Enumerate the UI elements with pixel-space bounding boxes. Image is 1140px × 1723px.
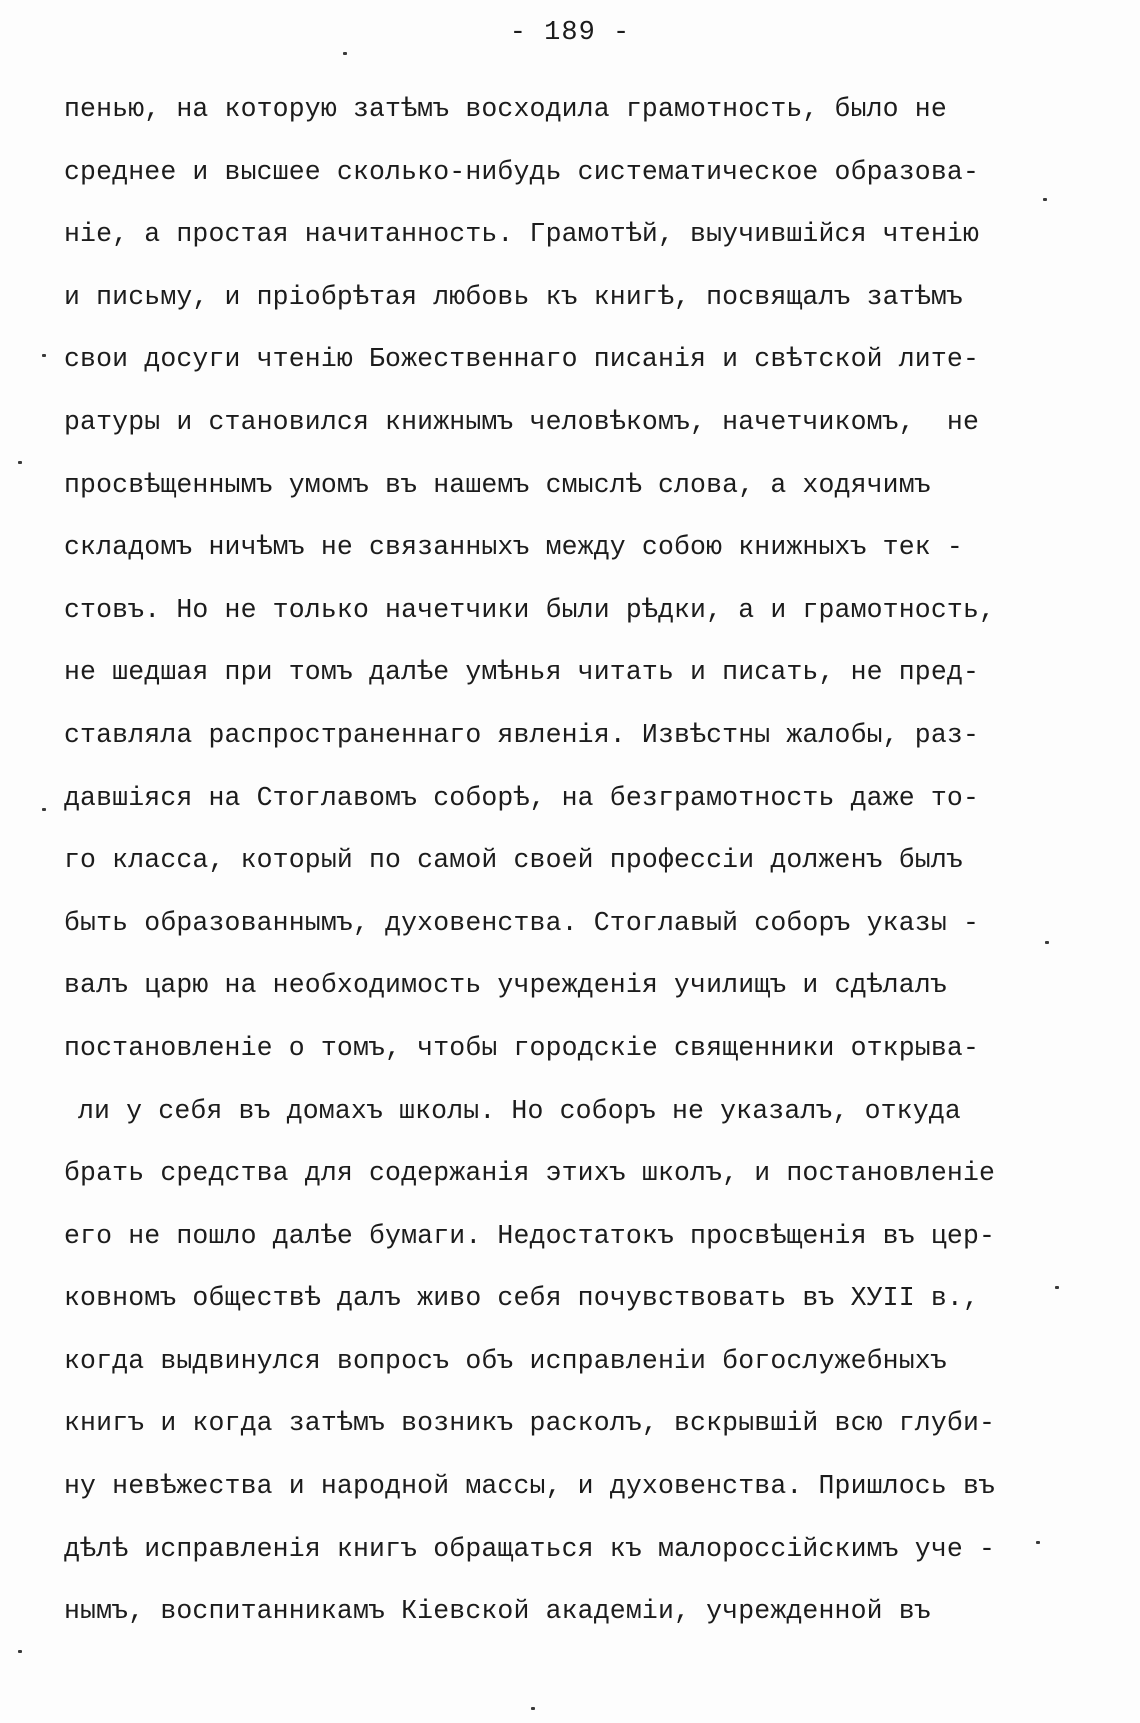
- scan-speck: [18, 461, 22, 464]
- text-line: го класса, который по самой своей профессiи долженъ былъ: [64, 845, 963, 876]
- scan-speck: [1055, 1286, 1059, 1289]
- scan-speck: [531, 1707, 535, 1710]
- text-line: когда выдвинулся вопросъ объ исправленiи богослужебныхъ: [64, 1345, 947, 1376]
- text-line: ратуры и становился книжнымъ человѣкомъ, начетчикомъ, не: [64, 406, 979, 437]
- scan-speck: [1045, 941, 1049, 944]
- text-line: стовъ. Но не только начетчики были рѣдки, а и грамотность,: [64, 594, 996, 625]
- text-line: ковномъ обществѣ далъ живо себя почувствовать въ ХУII в.,: [64, 1283, 979, 1314]
- text-line: ли у себя въ домахъ школы. Но соборъ не указалъ, откуда: [78, 1095, 961, 1126]
- text-line: постановленiе о томъ, чтобы городскiе священники открыва-: [64, 1032, 979, 1063]
- text-line: дѣлѣ исправленiя книгъ обращаться къ малороссiйскимъ уче -: [64, 1533, 996, 1564]
- scan-speck: [42, 354, 46, 357]
- text-line: ставляла распространеннаго явленiя. Извѣстны жалобы, раз-: [64, 719, 979, 750]
- text-line: давшiяся на Стоглавомъ соборѣ, на безграмотность даже то-: [64, 782, 979, 813]
- text-line: свои досуги чтенiю Божественнаго писанiя и свѣтской лите-: [64, 344, 979, 375]
- page-number: - 189 -: [509, 18, 631, 48]
- text-line: книгъ и когда затѣмъ возникъ расколъ, вскрывшiй всю глуби-: [64, 1408, 996, 1439]
- text-line: нымъ, воспитанникамъ Кiевской академiи, учрежденной въ: [64, 1596, 931, 1627]
- scan-speck: [1043, 198, 1047, 201]
- scan-speck: [1036, 1541, 1040, 1544]
- text-line: ну невѣжества и народной массы, и духовенства. Пришлось въ: [64, 1471, 996, 1502]
- text-line: складомъ ничѣмъ не связанныхъ между собою книжныхъ тек -: [64, 532, 963, 563]
- text-line: и письму, и прiобрѣтая любовь къ книгѣ, посвящалъ затѣмъ: [64, 281, 963, 312]
- text-line: не шедшая при томъ далѣе умѣнья читать и писать, не пред-: [64, 657, 979, 688]
- text-line: пенью, на которую затѣмъ восходила грамотность, было не: [64, 94, 947, 124]
- scan-speck: [42, 808, 46, 811]
- text-line: быть образованнымъ, духовенства. Стоглавый соборъ указы -: [64, 907, 979, 938]
- text-line: нie, а простая начитанность. Грамотѣй, выучившiйся чтенiю: [64, 219, 979, 250]
- text-line: брать средства для содержанiя этихъ школъ, и постановленiе: [64, 1158, 996, 1189]
- text-line: среднее и высшее сколько-нибудь систематическое образова-: [64, 156, 979, 187]
- text-line: валъ царю на необходимость учрежденiя училищъ и сдѣлалъ: [64, 970, 947, 1001]
- text-line: просвѣщеннымъ умомъ въ нашемъ смыслѣ слова, а ходячимъ: [64, 469, 931, 500]
- text-body: [64, 78, 1084, 1643]
- scan-speck: [18, 1650, 22, 1653]
- scan-speck: [343, 52, 347, 55]
- text-line: его не пошло далѣе бумаги. Недостатокъ просвѣщенiя въ цер-: [64, 1220, 996, 1251]
